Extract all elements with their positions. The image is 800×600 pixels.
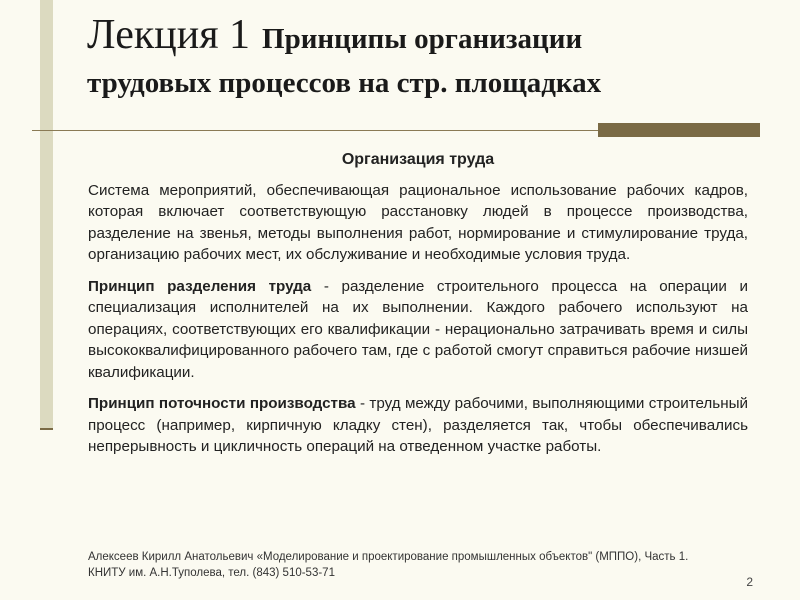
footer <box>88 549 768 581</box>
title-line-1: Принципы организации <box>262 23 583 55</box>
footer-author: Алексеев Кирилл Анатольевич «Моделирование и проектирование промышленных объектов" (МППО), Часть 1. <box>88 551 689 563</box>
slide-title <box>87 12 787 100</box>
text-flow-production: - труд между рабочими, выполняющими строительный процесс (например, кирпичную кладку стен), разделяется так, чтобы обеспечивались непрерывность и цикличность операций на отведенном участке работы. <box>88 395 748 455</box>
term-flow-production: Принцип поточности производства <box>88 395 356 412</box>
lecture-number: Лекция 1 <box>87 12 251 58</box>
slide-content <box>88 149 748 468</box>
title-divider <box>32 130 598 131</box>
page-number: 2 <box>746 575 753 589</box>
title-divider-accent <box>598 123 760 137</box>
footer-contact: КНИТУ им. А.Н.Туполева, тел. (843) 510-53-71 <box>88 567 335 579</box>
decorative-left-bar-end <box>40 428 53 430</box>
term-division-of-labor: Принцип разделения труда <box>88 277 312 295</box>
decorative-left-bar <box>40 0 53 428</box>
paragraph-division-of-labor <box>88 276 748 384</box>
title-line-2: трудовых процессов на стр. площадках <box>87 67 602 100</box>
text-division-of-labor: - разделение строительного процесса на операции и специализация исполнителей на их выполнении. Каждого рабочего используют на операциях, соответствующих его квалификации - нерационально затрачивать время и силы высококвалифицированного рабочего там, где с работой смогут справиться рабочие низшей квалификации. <box>88 277 748 381</box>
paragraph-definition: Система мероприятий, обеспечивающая рациональное использование рабочих кадров, которая включает соответствующую расстановку людей в процессе производства, разделение на звенья, методы выполнения работ, нормирование и стимулирование труда, организацию рабочих мест, их обслуживание и необходимые условия труда. <box>88 181 748 263</box>
paragraph-flow-production <box>88 393 748 458</box>
content-heading: Организация труда <box>341 151 495 168</box>
